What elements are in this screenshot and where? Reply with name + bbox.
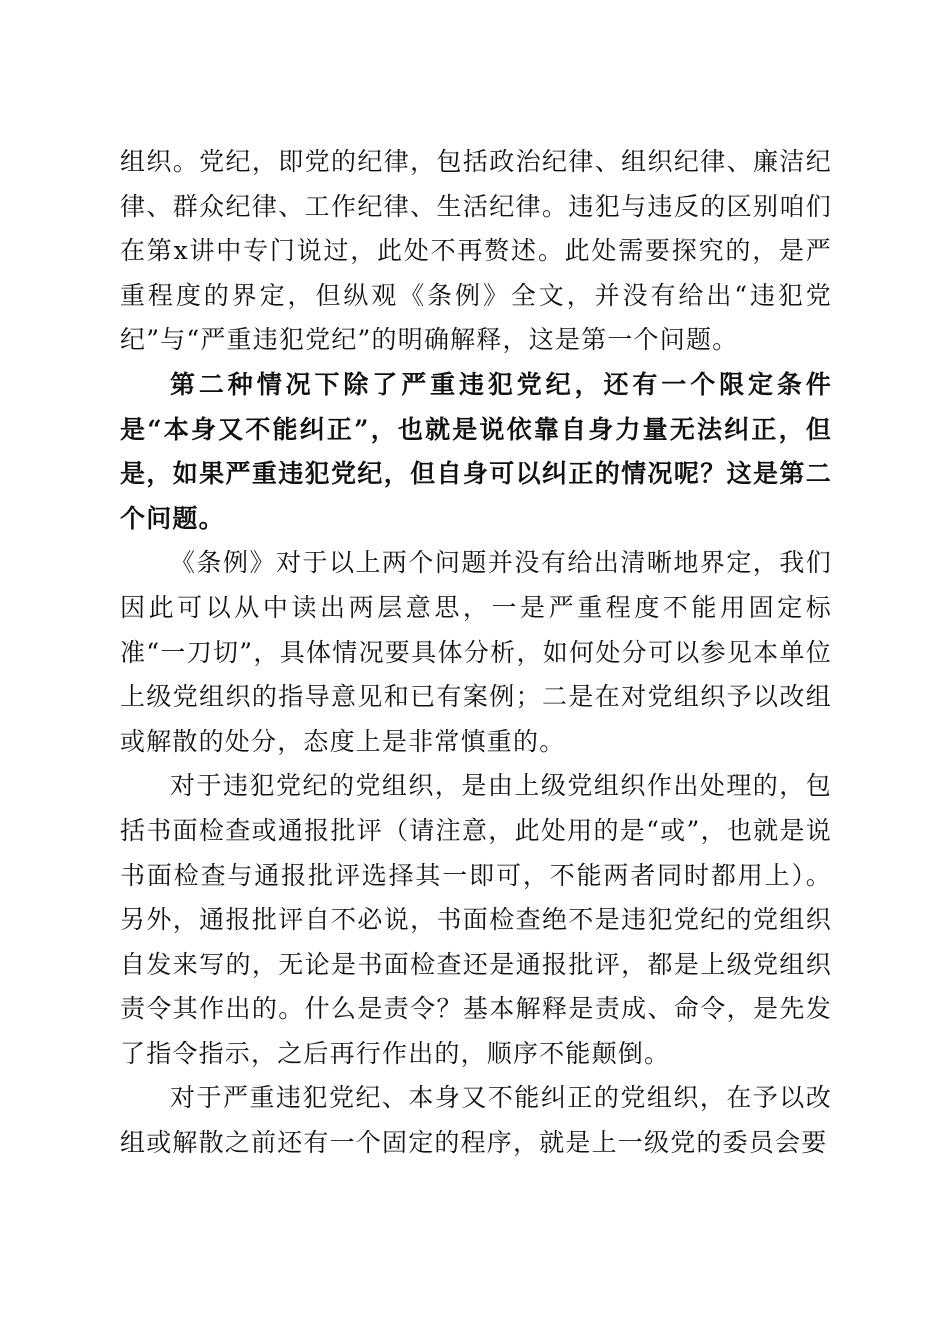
document-body bbox=[120, 140, 832, 1166]
paragraph-2: 第二种情况下除了严重违犯党纪，还有一个限定条件是“本身又不能纠正”，也就是说依靠自身力量无法纠正，但是，如果严重违犯党纪，但自身可以纠正的情况呢？这是第二个问题。 bbox=[120, 369, 832, 533]
paragraph-5: 对于严重违犯党纪、本身又不能纠正的党组织，在予以改组或解散之前还有一个固定的程序，就是上一级党的委员会要 bbox=[120, 1083, 832, 1158]
paragraph-1: 组织。党纪，即党的纪律，包括政治纪律、组织纪律、廉洁纪律、群众纪律、工作纪律、生活纪律。违犯与违反的区别咱们在第x讲中专门说过，此处不再赘述。此处需要探究的，是严重程度的界定，但纵观《条例》全文，并没有给出“违犯党纪”与“严重违犯党纪”的明确解释，这是第一个问题。 bbox=[120, 147, 832, 355]
paragraph-4: 对于违犯党纪的党组织，是由上级党组织作出处理的，包括书面检查或通报批评（请注意，此处用的是“或”，也就是说书面检查与通报批评选择其一即可，不能两者同时都用上）。另外，通报批评自不必说，书面检查绝不是违犯党纪的党组织自发来写的，无论是书面检查还是通报批评，都是上级党组织责令其作出的。什么是责令？基本解释是责成、命令，是先发了指令指示，之后再行作出的，顺序不能颠倒。 bbox=[120, 771, 832, 1068]
paragraph-3: 《条例》对于以上两个问题并没有给出清晰地界定，我们因此可以从中读出两层意思，一是严重程度不能用固定标准“一刀切”，具体情况要具体分析，如何处分可以参见本单位上级党组织的指导意见和已有案例；二是在对党组织予以改组或解散的处分，态度上是非常慎重的。 bbox=[120, 548, 832, 756]
